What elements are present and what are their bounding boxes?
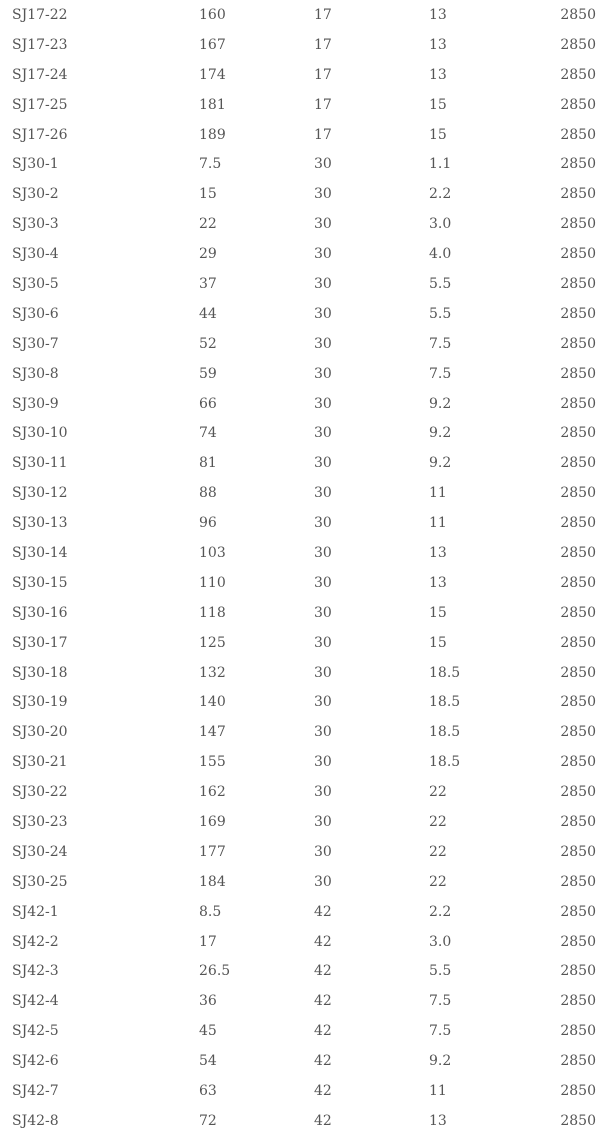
cell-power: 11	[429, 515, 447, 532]
cell-head: 30	[314, 724, 332, 741]
cell-speed: 2850	[560, 515, 596, 532]
cell-head: 30	[314, 365, 332, 382]
cell-model: SJ17-24	[12, 66, 68, 83]
table-row	[0, 30, 600, 60]
cell-power: 13	[429, 66, 447, 83]
cell-head: 30	[314, 813, 332, 830]
table-row	[0, 598, 600, 628]
cell-power: 13	[429, 36, 447, 53]
cell-power: 18.5	[429, 754, 461, 771]
table-row	[0, 1076, 600, 1106]
cell-speed: 2850	[560, 813, 596, 830]
cell-flow: 54	[199, 1053, 217, 1070]
cell-power: 9.2	[429, 1053, 452, 1070]
cell-flow: 44	[199, 305, 217, 322]
cell-power: 11	[429, 1083, 447, 1099]
cell-flow: 169	[199, 813, 226, 830]
cell-speed: 2850	[560, 1083, 596, 1099]
cell-head: 30	[314, 784, 332, 801]
table-row	[0, 538, 600, 568]
cell-speed: 2850	[560, 365, 596, 382]
table-row	[0, 867, 600, 897]
cell-model: SJ17-22	[12, 6, 68, 23]
cell-model: SJ30-9	[12, 395, 59, 412]
cell-flow: 7.5	[199, 156, 222, 173]
cell-speed: 2850	[560, 485, 596, 502]
cell-speed: 2850	[560, 6, 596, 23]
cell-power: 13	[429, 544, 447, 561]
cell-head: 30	[314, 664, 332, 681]
cell-head: 30	[314, 156, 332, 173]
cell-power: 2.2	[429, 903, 452, 920]
cell-model: SJ42-5	[12, 1023, 59, 1040]
cell-speed: 2850	[560, 216, 596, 233]
cell-power: 5.5	[429, 275, 452, 292]
cell-power: 9.2	[429, 455, 452, 472]
cell-speed: 2850	[560, 933, 596, 950]
cell-head: 30	[314, 395, 332, 412]
cell-power: 9.2	[429, 395, 452, 412]
cell-power: 13	[429, 1112, 447, 1129]
cell-head: 42	[314, 1083, 332, 1099]
cell-flow: 29	[199, 246, 217, 263]
table-row	[0, 239, 600, 269]
table-row	[0, 179, 600, 209]
cell-flow: 103	[199, 544, 226, 561]
cell-flow: 162	[199, 784, 226, 801]
cell-model: SJ30-18	[12, 664, 68, 681]
cell-power: 7.5	[429, 335, 452, 352]
cell-speed: 2850	[560, 903, 596, 920]
cell-power: 2.2	[429, 186, 452, 203]
cell-power: 15	[429, 604, 447, 621]
cell-power: 15	[429, 126, 447, 143]
cell-power: 22	[429, 843, 447, 860]
cell-model: SJ42-7	[12, 1083, 59, 1099]
cell-model: SJ30-8	[12, 365, 59, 382]
cell-head: 30	[314, 305, 332, 322]
cell-head: 42	[314, 1053, 332, 1070]
cell-speed: 2850	[560, 246, 596, 263]
cell-speed: 2850	[560, 843, 596, 860]
cell-model: SJ30-1	[12, 156, 59, 173]
cell-head: 30	[314, 275, 332, 292]
cell-power: 7.5	[429, 1023, 452, 1040]
cell-head: 30	[314, 634, 332, 651]
cell-speed: 2850	[560, 395, 596, 412]
table-row	[0, 60, 600, 90]
cell-speed: 2850	[560, 275, 596, 292]
table-row	[0, 478, 600, 508]
cell-speed: 2850	[560, 96, 596, 113]
cell-model: SJ30-14	[12, 544, 68, 561]
cell-flow: 15	[199, 186, 217, 203]
cell-model: SJ30-22	[12, 784, 68, 801]
cell-flow: 63	[199, 1083, 217, 1099]
cell-model: SJ30-24	[12, 843, 68, 860]
table-row	[0, 1106, 600, 1136]
table-row	[0, 957, 600, 987]
cell-flow: 59	[199, 365, 217, 382]
cell-head: 30	[314, 425, 332, 442]
cell-model: SJ30-13	[12, 515, 68, 532]
cell-flow: 189	[199, 126, 226, 143]
cell-flow: 140	[199, 694, 226, 711]
cell-flow: 17	[199, 933, 217, 950]
cell-flow: 160	[199, 6, 226, 23]
cell-flow: 22	[199, 216, 217, 233]
cell-speed: 2850	[560, 126, 596, 143]
table-row	[0, 717, 600, 747]
cell-flow: 110	[199, 574, 226, 591]
cell-power: 18.5	[429, 724, 461, 741]
cell-speed: 2850	[560, 1112, 596, 1129]
cell-power: 5.5	[429, 963, 452, 980]
table-row	[0, 747, 600, 777]
cell-head: 30	[314, 186, 332, 203]
cell-speed: 2850	[560, 873, 596, 890]
cell-model: SJ30-4	[12, 246, 59, 263]
cell-head: 17	[314, 36, 332, 53]
cell-head: 17	[314, 66, 332, 83]
cell-head: 30	[314, 694, 332, 711]
cell-model: SJ30-15	[12, 574, 68, 591]
cell-model: SJ42-3	[12, 963, 59, 980]
cell-speed: 2850	[560, 754, 596, 771]
cell-flow: 174	[199, 66, 226, 83]
cell-flow: 167	[199, 36, 226, 53]
cell-speed: 2850	[560, 574, 596, 591]
cell-head: 30	[314, 515, 332, 532]
cell-flow: 66	[199, 395, 217, 412]
cell-flow: 132	[199, 664, 226, 681]
table-row	[0, 90, 600, 120]
cell-speed: 2850	[560, 156, 596, 173]
cell-flow: 37	[199, 275, 217, 292]
cell-speed: 2850	[560, 634, 596, 651]
cell-head: 30	[314, 843, 332, 860]
table-row	[0, 149, 600, 179]
cell-speed: 2850	[560, 963, 596, 980]
cell-model: SJ17-26	[12, 126, 68, 143]
cell-speed: 2850	[560, 186, 596, 203]
cell-flow: 118	[199, 604, 226, 621]
table-row	[0, 837, 600, 867]
table-row	[0, 329, 600, 359]
cell-power: 13	[429, 6, 447, 23]
cell-speed: 2850	[560, 455, 596, 472]
table-row	[0, 209, 600, 239]
cell-head: 17	[314, 6, 332, 23]
cell-flow: 177	[199, 843, 226, 860]
table-row	[0, 658, 600, 688]
cell-speed: 2850	[560, 1023, 596, 1040]
table-row	[0, 269, 600, 299]
cell-flow: 88	[199, 485, 217, 502]
cell-flow: 125	[199, 634, 226, 651]
table-row	[0, 448, 600, 478]
cell-power: 3.0	[429, 933, 452, 950]
cell-power: 18.5	[429, 694, 461, 711]
cell-power: 22	[429, 813, 447, 830]
cell-power: 5.5	[429, 305, 452, 322]
cell-speed: 2850	[560, 1053, 596, 1070]
cell-head: 30	[314, 246, 332, 263]
cell-flow: 96	[199, 515, 217, 532]
table-row	[0, 687, 600, 717]
cell-head: 42	[314, 993, 332, 1010]
cell-model: SJ17-23	[12, 36, 68, 53]
cell-speed: 2850	[560, 66, 596, 83]
table-row	[0, 927, 600, 957]
cell-flow: 184	[199, 873, 226, 890]
cell-head: 42	[314, 933, 332, 950]
table-row	[0, 1016, 600, 1046]
cell-power: 7.5	[429, 365, 452, 382]
cell-speed: 2850	[560, 305, 596, 322]
cell-power: 4.0	[429, 246, 452, 263]
cell-power: 18.5	[429, 664, 461, 681]
cell-speed: 2850	[560, 784, 596, 801]
cell-head: 17	[314, 126, 332, 143]
cell-model: SJ42-8	[12, 1112, 59, 1129]
cell-head: 42	[314, 1112, 332, 1129]
cell-head: 17	[314, 96, 332, 113]
cell-flow: 147	[199, 724, 226, 741]
cell-power: 9.2	[429, 425, 452, 442]
cell-head: 30	[314, 544, 332, 561]
cell-head: 30	[314, 574, 332, 591]
cell-speed: 2850	[560, 724, 596, 741]
cell-flow: 45	[199, 1023, 217, 1040]
table-row	[0, 777, 600, 807]
cell-model: SJ30-21	[12, 754, 68, 771]
cell-model: SJ30-20	[12, 724, 68, 741]
cell-model: SJ30-12	[12, 485, 68, 502]
cell-model: SJ30-6	[12, 305, 59, 322]
cell-flow: 8.5	[199, 903, 222, 920]
cell-head: 30	[314, 754, 332, 771]
cell-flow: 155	[199, 754, 226, 771]
cell-power: 11	[429, 485, 447, 502]
cell-model: SJ30-5	[12, 275, 59, 292]
cell-speed: 2850	[560, 425, 596, 442]
cell-flow: 74	[199, 425, 217, 442]
cell-head: 30	[314, 873, 332, 890]
cell-head: 42	[314, 1023, 332, 1040]
cell-head: 30	[314, 335, 332, 352]
cell-model: SJ30-10	[12, 425, 68, 442]
cell-flow: 52	[199, 335, 217, 352]
cell-flow: 81	[199, 455, 217, 472]
cell-head: 30	[314, 485, 332, 502]
cell-model: SJ30-2	[12, 186, 59, 203]
cell-head: 30	[314, 455, 332, 472]
table-row	[0, 897, 600, 927]
cell-model: SJ17-25	[12, 96, 68, 113]
cell-speed: 2850	[560, 36, 596, 53]
cell-speed: 2850	[560, 335, 596, 352]
table-row	[0, 628, 600, 658]
cell-power: 7.5	[429, 993, 452, 1010]
cell-speed: 2850	[560, 993, 596, 1010]
cell-speed: 2850	[560, 544, 596, 561]
cell-model: SJ30-16	[12, 604, 68, 621]
cell-model: SJ30-19	[12, 694, 68, 711]
cell-flow: 36	[199, 993, 217, 1010]
cell-model: SJ42-2	[12, 933, 59, 950]
cell-model: SJ42-6	[12, 1053, 59, 1070]
table-row	[0, 508, 600, 538]
table-row	[0, 359, 600, 389]
table-row	[0, 120, 600, 150]
cell-flow: 181	[199, 96, 226, 113]
cell-speed: 2850	[560, 694, 596, 711]
cell-power: 22	[429, 784, 447, 801]
cell-power: 13	[429, 574, 447, 591]
cell-head: 30	[314, 604, 332, 621]
cell-model: SJ42-4	[12, 993, 59, 1010]
table-row	[0, 299, 600, 329]
cell-head: 42	[314, 963, 332, 980]
cell-power: 3.0	[429, 216, 452, 233]
table-row	[0, 418, 600, 448]
cell-model: SJ30-25	[12, 873, 68, 890]
cell-model: SJ30-3	[12, 216, 59, 233]
cell-model: SJ30-23	[12, 813, 68, 830]
cell-speed: 2850	[560, 664, 596, 681]
cell-power: 15	[429, 96, 447, 113]
cell-flow: 72	[199, 1112, 217, 1129]
cell-model: SJ30-7	[12, 335, 59, 352]
cell-power: 22	[429, 873, 447, 890]
cell-model: SJ30-11	[12, 455, 68, 472]
cell-head: 42	[314, 903, 332, 920]
cell-speed: 2850	[560, 604, 596, 621]
table-row	[0, 0, 600, 30]
cell-power: 1.1	[429, 156, 452, 173]
table-row	[0, 986, 600, 1016]
cell-power: 15	[429, 634, 447, 651]
cell-flow: 26.5	[199, 963, 231, 980]
cell-head: 30	[314, 216, 332, 233]
table-row	[0, 807, 600, 837]
cell-model: SJ42-1	[12, 903, 59, 920]
table-row	[0, 1046, 600, 1076]
cell-model: SJ30-17	[12, 634, 68, 651]
table-row	[0, 568, 600, 598]
table-row	[0, 389, 600, 419]
